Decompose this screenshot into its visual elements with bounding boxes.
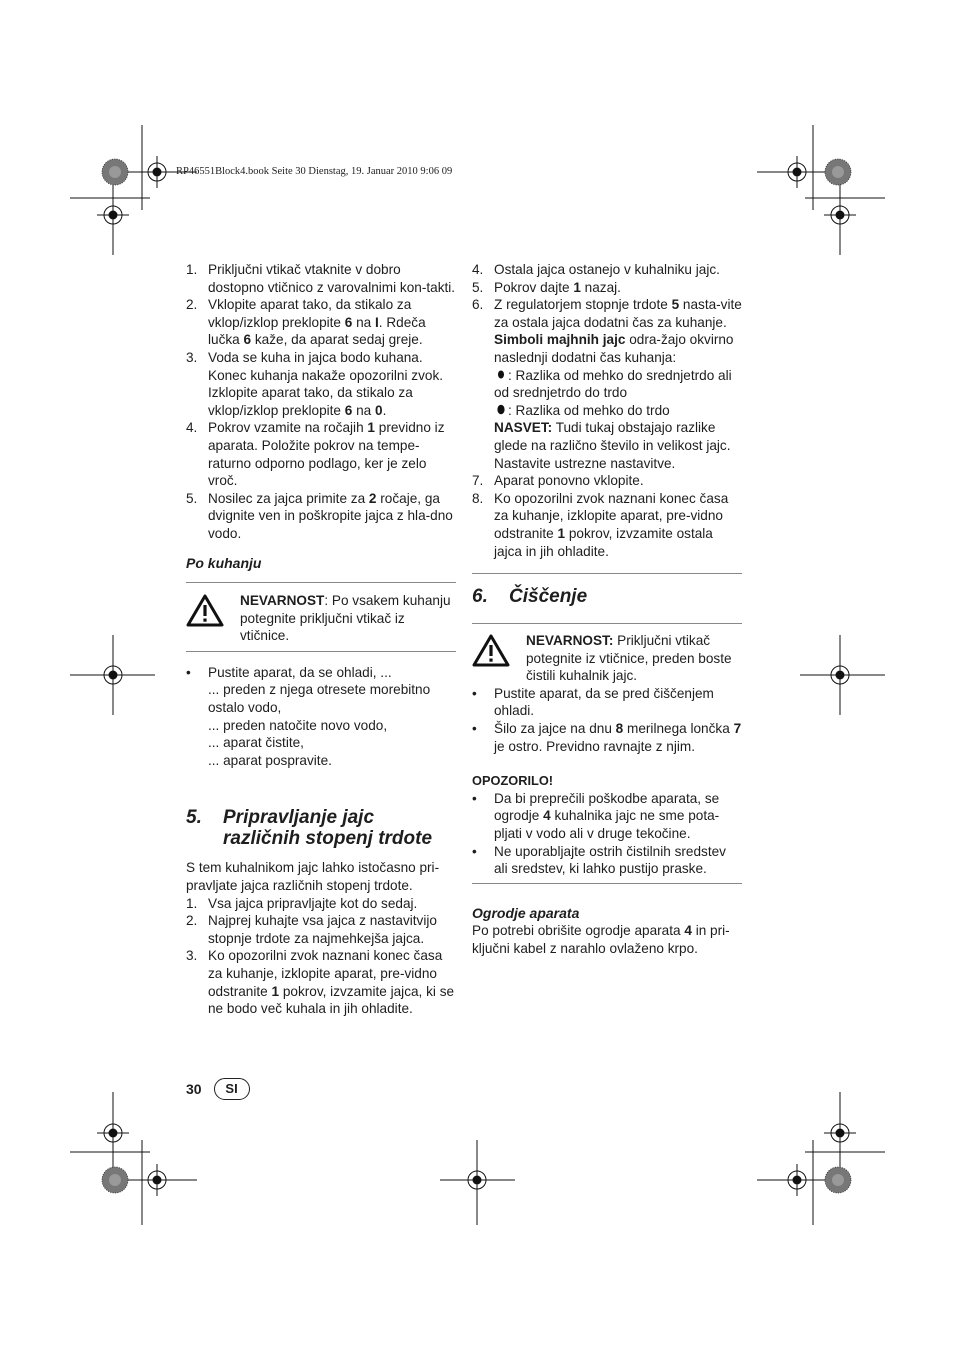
- list-item: 4. Pokrov vzamite na ročajih 1 previdno iz aparata. Položite pokrov na tempe-raturno odporno podlago, ker je zelo vroč.: [186, 420, 445, 489]
- steps-list-d: [472, 472, 742, 560]
- tip-text: NASVET: Tudi tukaj obstajajo razlike glede na različno število in velikost jajc. Nastavite ustrezne nastavitve.: [494, 420, 731, 471]
- list-item: • Ne uporabljajte ostrih čistilnih sredstev ali sredstev, ki lahko pustijo praske.: [472, 843, 726, 877]
- list-item: • Da bi preprečili poškodbe aparata, se ogrodje 4 kuhalnika jajc ne sme pota-pljati v vodo ali v druge tekočine.: [472, 790, 720, 842]
- cool-line: ... aparat čistite,: [208, 735, 304, 751]
- cooling-list: [186, 664, 456, 682]
- list-item: 5. Pokrov dajte 1 nazaj.: [472, 279, 621, 295]
- housing-text: Po potrebi obrišite ogrodje aparata 4 in pri-ključni kabel z narahlo ovlaženo krpo.: [472, 923, 730, 956]
- divider: [472, 573, 742, 574]
- list-item: 2. Najprej kuhajte vsa jajca z nastavitvijo stopnje trdote za najmehkejša jajca.: [186, 913, 437, 946]
- after-cooking-heading: Po kuhanju: [186, 554, 262, 571]
- danger-notice-cleaning: [472, 623, 742, 685]
- steps-list-b: [186, 895, 456, 1018]
- housing-heading: Ogrodje aparata: [472, 904, 580, 921]
- list-item: 1. Priključni vtikač vtaknite v dobro dostopno vtičnico z varovalnimi kon-takti.: [186, 262, 456, 295]
- list-item: • Pustite aparat, da se ohladi, ...: [186, 664, 392, 680]
- steps-list-a: [186, 261, 456, 543]
- danger-notice: [186, 582, 456, 652]
- egg-small-line: : Razlika od mehko do srednjetrdo ali od srednjetrdo do trdo: [494, 367, 732, 401]
- list-item: • Pustite aparat, da se pred čiščenjem ohladi.: [472, 685, 714, 719]
- section-5-intro: S tem kuhalnikom jajc lahko istočasno pri-pravljate jajca različnih stopenj trdote.: [186, 860, 440, 894]
- warning-triangle-icon: [186, 594, 224, 627]
- list-item: 3. Voda se kuha in jajca bodo kuhana. Konec kuhanja nakaže opozorilni zvok. Izklopite aparat tako, da stikalo za vklop/izklop preklopite 6 na 0.: [186, 349, 444, 418]
- cleaning-list: [472, 685, 742, 755]
- section-6-heading: 6. Čiščenje: [472, 586, 588, 608]
- list-item: • Šilo za jajce na dnu 8 merilnega lončka 7 je ostro. Previdno ravnajte z njim.: [472, 721, 742, 754]
- left-column: [186, 261, 456, 1018]
- warning-triangle-icon: [472, 634, 510, 667]
- danger-text: NEVARNOST: Po vsakem kuhanju potegnite priključni vtikač iz vtičnice.: [240, 593, 451, 644]
- caution-list: [472, 790, 742, 878]
- egg-large-line: : Razlika od mehko do trdo: [472, 402, 742, 420]
- list-item: 5. Nosilec za jajca primite za 2 ročaje, ga dvignite ven in poškropite jajca z hla-dno vodo.: [186, 490, 453, 541]
- danger-text: NEVARNOST: Priključni vtikač potegnite iz vtičnice, preden boste čistili kuhalnik jajc.: [526, 633, 732, 684]
- list-item: 4. Ostala jajca ostanejo v kuhalniku jajc.: [472, 262, 720, 277]
- steps-list-c: [472, 261, 742, 367]
- language-badge: SI: [214, 1078, 250, 1100]
- list-item: 1. Vsa jajca pripravljajte kot do sedaj.: [186, 895, 418, 911]
- cool-line: ... preden z njega otresete morebitno ostalo vodo,: [208, 682, 431, 716]
- large-egg-icon: [494, 403, 508, 415]
- section-5-heading: 5. Pripravljanje jajc različnih stopenj trdote: [186, 807, 433, 850]
- right-column: [472, 261, 742, 958]
- divider: [472, 883, 742, 884]
- list-item: 7. Aparat ponovno vklopite.: [472, 473, 644, 489]
- small-egg-icon: [494, 368, 508, 380]
- page-footer: [186, 1078, 250, 1100]
- list-item: 8. Ko opozorilni zvok naznani konec časa za kuhanje, izklopite aparat, pre-vidno odstranite 1 pokrov, izvzamite ostala jajca in jih ohladite.: [472, 490, 729, 559]
- list-item: 6. Z regulatorjem stopnje trdote 5 nasta-vite za ostala jajca dodatni čas za kuhanje. Simboli majhnih jajc odra-žajo okvirno naslednji dodatni čas kuhanja:: [472, 297, 742, 365]
- page-number: 30: [186, 1081, 202, 1097]
- cool-line: ... preden natočite novo vodo,: [208, 717, 388, 733]
- print-header: RP46551Block4.book Seite 30 Dienstag, 19. Januar 2010 9:06 09: [176, 166, 453, 177]
- caution-label: OPOZORILO!: [472, 773, 554, 789]
- cool-line: ... aparat pospravite.: [208, 752, 332, 768]
- list-item: 3. Ko opozorilni zvok naznani konec časa za kuhanje, izklopite aparat, pre-vidno odstranite 1 pokrov, izvzamite jajca, ki se ne bodo več kuhala in jih ohladite.: [186, 948, 455, 1017]
- list-item: 2. Vklopite aparat tako, da stikalo za vklop/izklop preklopite 6 na I. Rdeča lučka 6 kaže, da aparat sedaj greje.: [186, 297, 426, 348]
